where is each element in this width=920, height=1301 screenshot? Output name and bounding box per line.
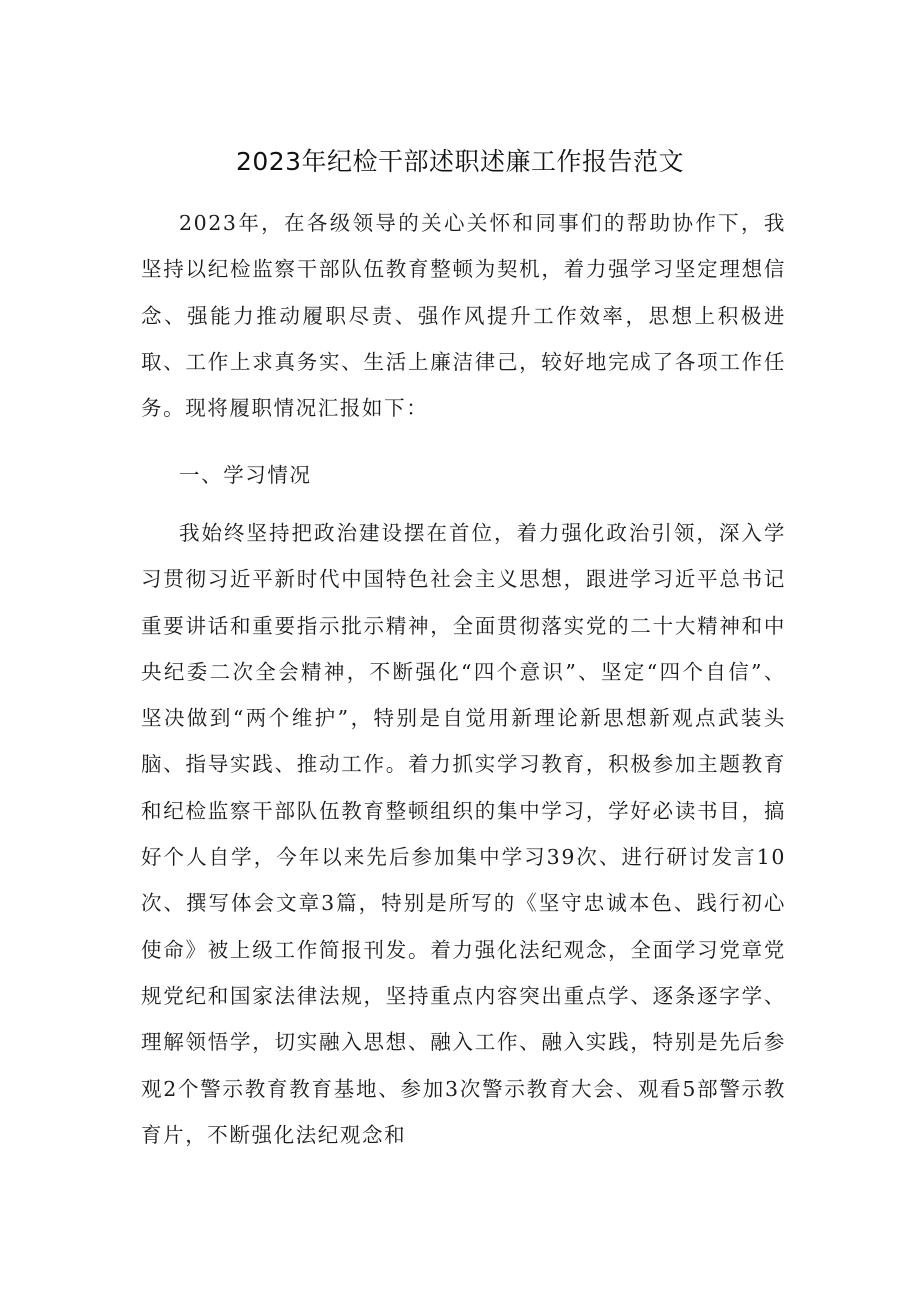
document-title: 2023年纪检干部述职述廉工作报告范文: [235, 147, 685, 176]
intro-paragraph: 2023年，在各级领导的关心关怀和同事们的帮助协作下，我坚持以纪检监察干部队伍教育整顿为契机，着力强学习坚定理想信念、强能力推动履职尽责、强作风提升工作效率，思想上积极进取、工作上求真务实、生活上廉洁律己，较好地完成了各项工作任务。现将履职情况汇报如下：: [141, 211, 786, 421]
study-paragraph: 我始终坚持把政治建设摆在首位，着力强化政治引领，深入学习贯彻习近平新时代中国特色社会主义思想，跟进学习近平总书记重要讲话和重要指示批示精神，全面贯彻落实党的二十大精神和中央纪委二次全会精神，不断强化“四个意识”、坚定“四个自信”、坚决做到“两个维护”，特别是自觉用新理论新思想新观点武装头脑、指导实践、推动工作。着力抓实学习教育，积极参加主题教育和纪检监察干部队伍教育整顿组织的集中学习，学好必读书目，搞好个人自学，今年以来先后参加集中学习39次、进行研讨发言10次、撰写体会文章3篇，特别是所写的《坚守忠诚本色、践行初心使命》被上级工作简报刊发。着力强化法纪观念，全面学习党章党规党纪和国家法律法规，坚持重点内容突出重点学、逐条逐字学、理解领悟学，切实融入思想、融入工作、融入实践，特别是先后参观2个警示教育教育基地、参加3次警示教育大会、观看5部警示教育片，不断强化法纪观念和: [141, 521, 786, 1147]
section-heading-study: 一、学习情况: [179, 463, 312, 487]
